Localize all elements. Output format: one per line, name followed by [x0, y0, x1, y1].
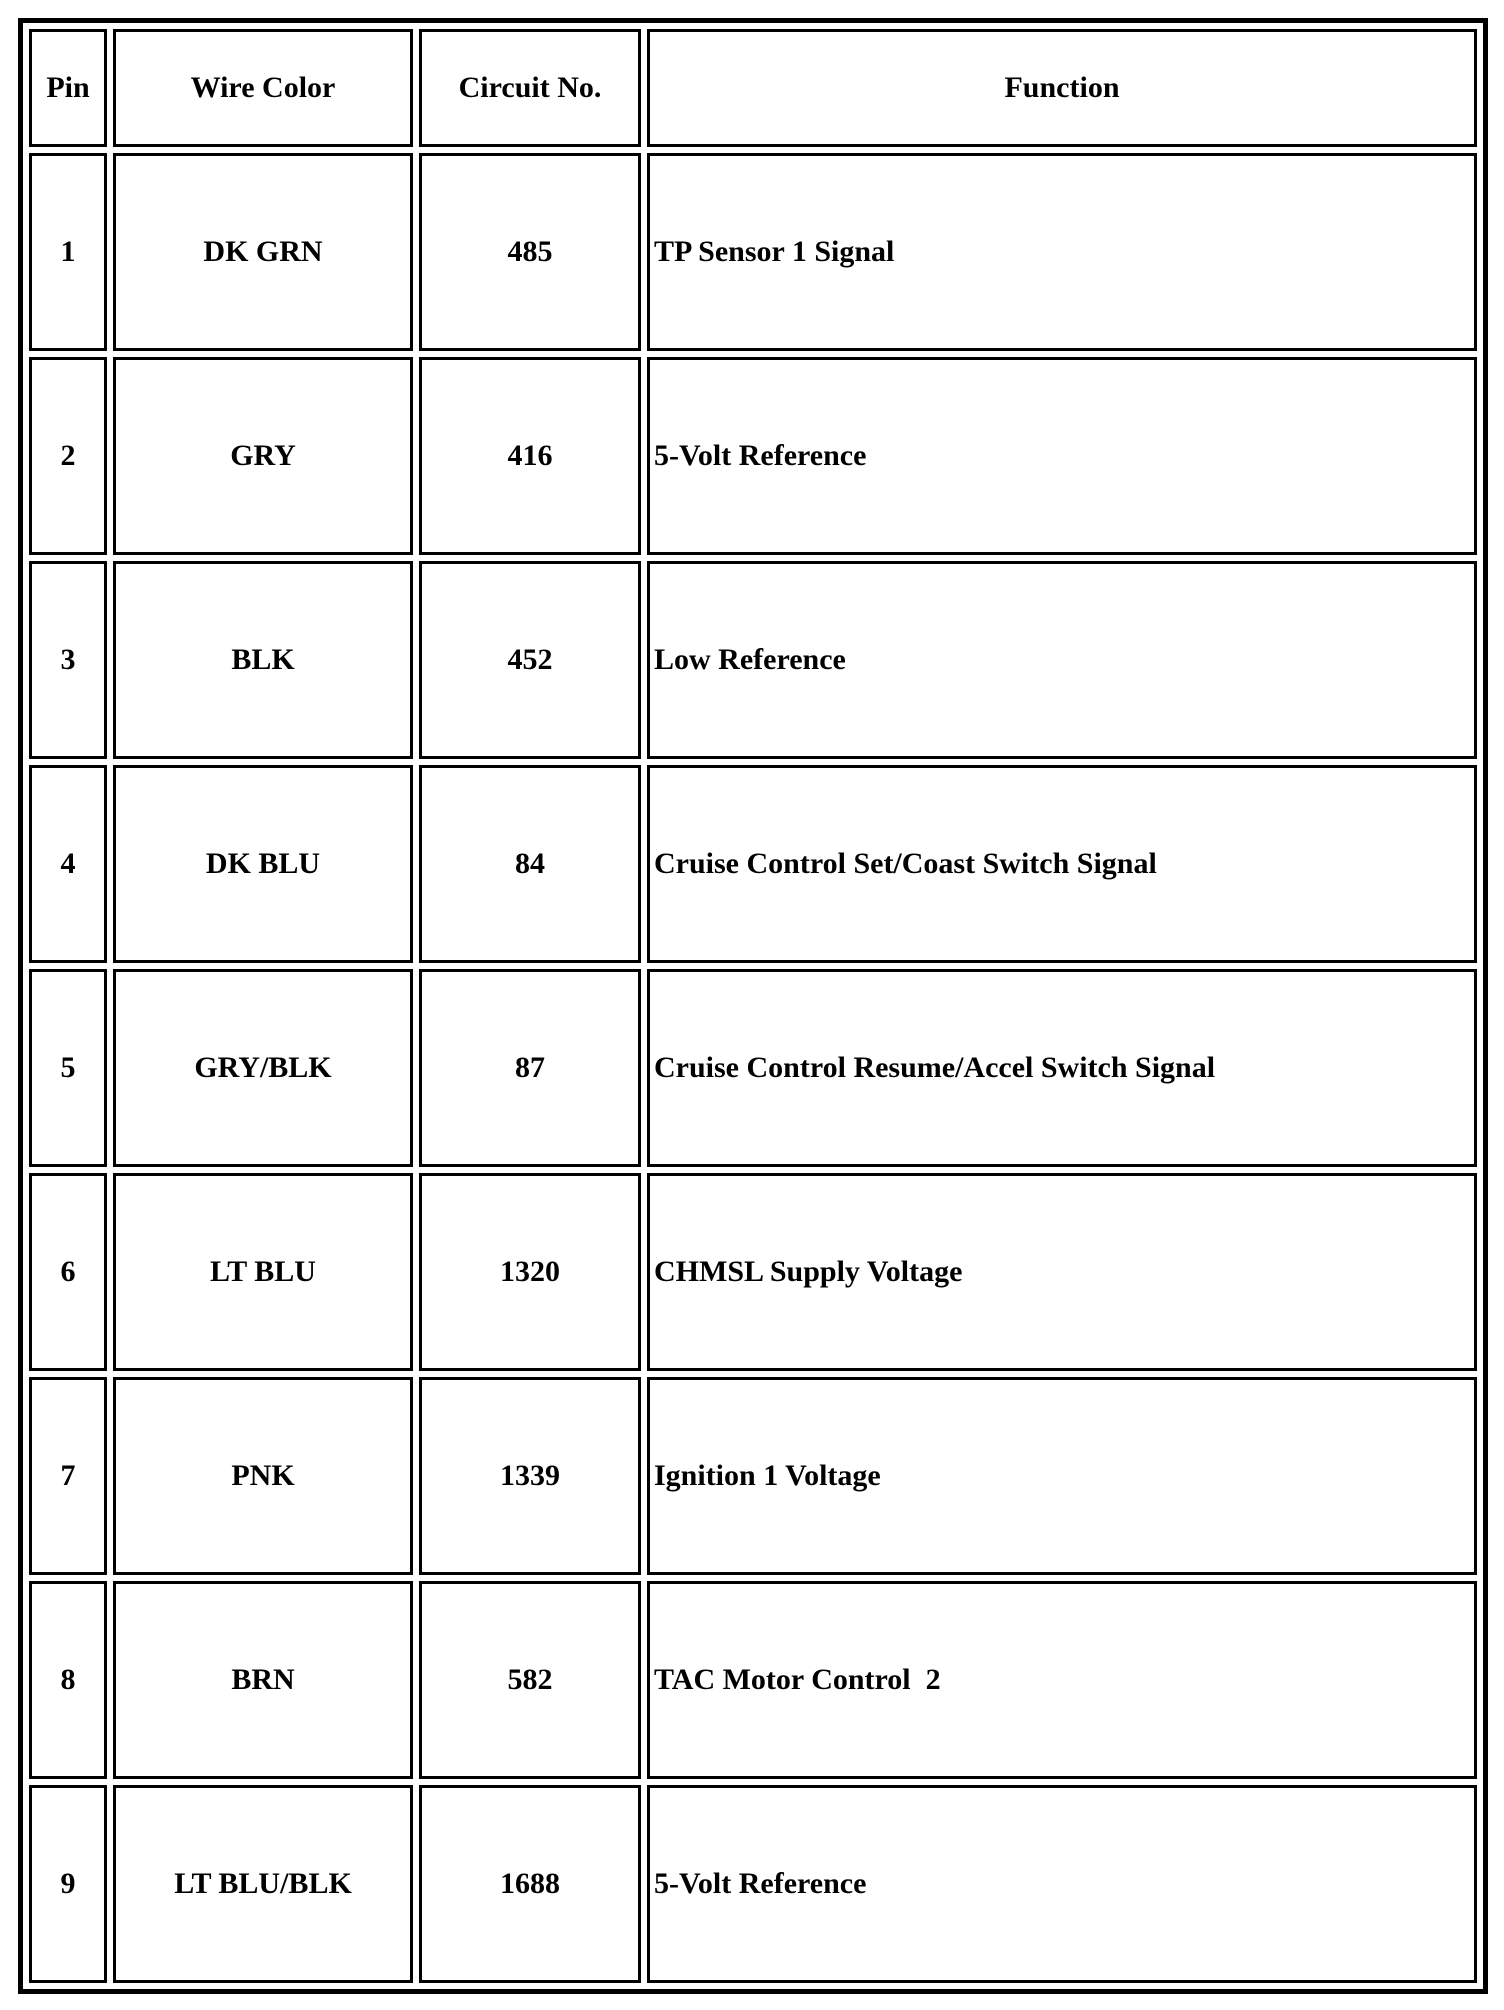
cell-wire-color: DK GRN [113, 153, 413, 351]
cell-wire-color: LT BLU/BLK [113, 1785, 413, 1983]
cell-pin: 2 [29, 357, 107, 555]
cell-function: Cruise Control Resume/Accel Switch Signal [647, 969, 1477, 1167]
cell-circuit-no: 84 [419, 765, 641, 963]
connector-pinout-table [18, 18, 1488, 1994]
cell-wire-color: DK BLU [113, 765, 413, 963]
cell-pin: 4 [29, 765, 107, 963]
cell-function: Low Reference [647, 561, 1477, 759]
cell-circuit-no: 452 [419, 561, 641, 759]
cell-pin: 8 [29, 1581, 107, 1779]
cell-wire-color: BLK [113, 561, 413, 759]
pinout-table-container [18, 18, 1488, 1986]
table-row [29, 765, 1477, 963]
cell-pin: 9 [29, 1785, 107, 1983]
table-row [29, 1581, 1477, 1779]
cell-circuit-no: 1688 [419, 1785, 641, 1983]
cell-circuit-no: 485 [419, 153, 641, 351]
cell-circuit-no: 1339 [419, 1377, 641, 1575]
cell-wire-color: BRN [113, 1581, 413, 1779]
cell-function: Cruise Control Set/Coast Switch Signal [647, 765, 1477, 963]
header-function: Function [647, 29, 1477, 147]
table-row [29, 969, 1477, 1167]
cell-circuit-no: 582 [419, 1581, 641, 1779]
cell-wire-color: GRY/BLK [113, 969, 413, 1167]
table-header [29, 29, 1477, 147]
cell-pin: 1 [29, 153, 107, 351]
table-row [29, 561, 1477, 759]
header-row [29, 29, 1477, 147]
cell-wire-color: LT BLU [113, 1173, 413, 1371]
cell-function: TP Sensor 1 Signal [647, 153, 1477, 351]
cell-function: TAC Motor Control 2 [647, 1581, 1477, 1779]
table-row [29, 1173, 1477, 1371]
header-circuit-no: Circuit No. [419, 29, 641, 147]
table-row [29, 1377, 1477, 1575]
cell-pin: 7 [29, 1377, 107, 1575]
cell-function: Ignition 1 Voltage [647, 1377, 1477, 1575]
cell-wire-color: PNK [113, 1377, 413, 1575]
cell-function: 5-Volt Reference [647, 357, 1477, 555]
table-body [29, 153, 1477, 1983]
cell-circuit-no: 1320 [419, 1173, 641, 1371]
header-pin: Pin [29, 29, 107, 147]
cell-pin: 3 [29, 561, 107, 759]
cell-pin: 5 [29, 969, 107, 1167]
table-row [29, 1785, 1477, 1983]
cell-circuit-no: 87 [419, 969, 641, 1167]
cell-function: 5-Volt Reference [647, 1785, 1477, 1983]
cell-circuit-no: 416 [419, 357, 641, 555]
table-row [29, 153, 1477, 351]
cell-function: CHMSL Supply Voltage [647, 1173, 1477, 1371]
table-row [29, 357, 1477, 555]
cell-pin: 6 [29, 1173, 107, 1371]
header-wire-color: Wire Color [113, 29, 413, 147]
cell-wire-color: GRY [113, 357, 413, 555]
